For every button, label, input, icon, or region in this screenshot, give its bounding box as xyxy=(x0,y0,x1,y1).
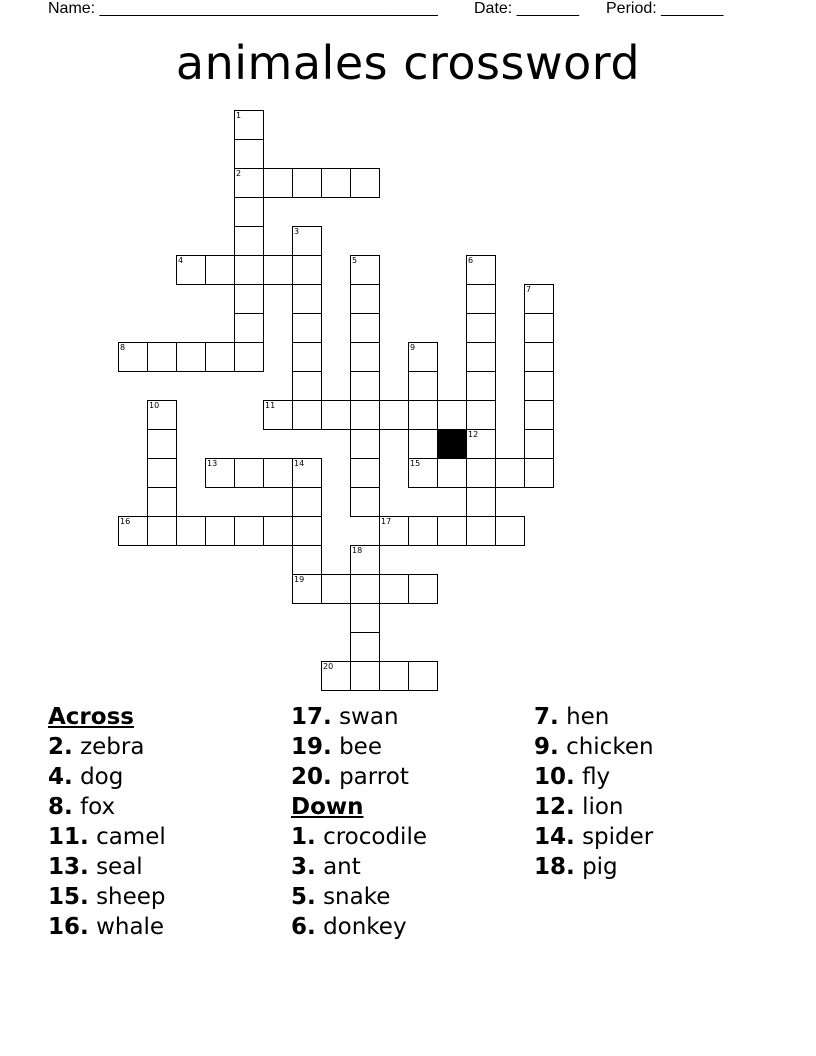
grid-cell[interactable] xyxy=(408,400,438,430)
grid-cell[interactable] xyxy=(350,284,380,314)
grid-cell[interactable] xyxy=(321,400,351,430)
grid-cell[interactable] xyxy=(350,487,380,517)
grid-cell[interactable] xyxy=(466,371,496,401)
clue-item xyxy=(291,732,531,762)
clue-number: 4 xyxy=(178,256,184,265)
clue-item xyxy=(48,822,288,852)
grid-cell[interactable] xyxy=(234,255,264,285)
grid-cell[interactable] xyxy=(292,226,322,256)
clue-number: 5 xyxy=(352,256,358,265)
clue-item-text: whale xyxy=(96,914,165,940)
clue-item-number: 15. xyxy=(48,884,89,910)
grid-cell[interactable] xyxy=(292,284,322,314)
grid-cell[interactable] xyxy=(408,458,438,488)
clue-number: 6 xyxy=(468,256,474,265)
grid-cell[interactable] xyxy=(263,255,293,285)
clue-number: 1 xyxy=(236,111,242,120)
period-field-label: Period: _______ xyxy=(606,0,724,17)
name-field-label: Name: ______________________________________ xyxy=(48,0,438,17)
grid-cell[interactable] xyxy=(292,458,322,488)
clue-item-text: parrot xyxy=(339,764,409,790)
clue-item-number: 19. xyxy=(291,734,332,760)
clue-item-number: 8. xyxy=(48,794,73,820)
grid-cell[interactable] xyxy=(350,371,380,401)
grid-cell[interactable] xyxy=(466,284,496,314)
clue-item xyxy=(291,702,531,732)
clue-item-text: zebra xyxy=(80,734,145,760)
grid-cell[interactable] xyxy=(466,313,496,343)
grid-cell[interactable] xyxy=(379,516,409,546)
grid-cell[interactable] xyxy=(524,458,554,488)
grid-cell[interactable] xyxy=(205,458,235,488)
grid-cell[interactable] xyxy=(350,313,380,343)
clue-item-number: 9. xyxy=(534,734,559,760)
clue-item-text: fox xyxy=(80,794,116,820)
grid-cell[interactable] xyxy=(234,226,264,256)
clue-item-text: ant xyxy=(323,854,361,880)
clue-item-number: 2. xyxy=(48,734,73,760)
clue-number: 16 xyxy=(120,517,131,526)
clue-item-number: 10. xyxy=(534,764,575,790)
grid-cell[interactable] xyxy=(466,458,496,488)
clue-number: 11 xyxy=(265,401,276,410)
clue-item-number: 3. xyxy=(291,854,316,880)
clue-item xyxy=(48,852,288,882)
clue-item-number: 12. xyxy=(534,794,575,820)
grid-cell[interactable] xyxy=(292,516,322,546)
grid-cell[interactable] xyxy=(495,516,525,546)
grid-cell[interactable] xyxy=(350,342,380,372)
clue-item xyxy=(534,702,774,732)
grid-cell[interactable] xyxy=(263,458,293,488)
grid-cell[interactable] xyxy=(350,168,380,198)
clue-number: 3 xyxy=(294,227,300,236)
grid-cell[interactable] xyxy=(234,197,264,227)
grid-cell[interactable] xyxy=(176,255,206,285)
clue-item-text: sheep xyxy=(96,884,166,910)
clue-number: 13 xyxy=(207,459,218,468)
clue-item xyxy=(48,792,288,822)
grid-cell[interactable] xyxy=(408,371,438,401)
clue-number: 19 xyxy=(294,575,305,584)
grid-cell[interactable] xyxy=(118,516,148,546)
clue-column-2 xyxy=(291,702,531,942)
clue-item-text: dog xyxy=(80,764,124,790)
grid-cell[interactable] xyxy=(350,400,380,430)
clue-item-text: seal xyxy=(96,854,143,880)
grid-cell[interactable] xyxy=(292,371,322,401)
grid-cell[interactable] xyxy=(176,516,206,546)
grid-cell[interactable] xyxy=(234,516,264,546)
clue-item xyxy=(534,822,774,852)
clue-item-text: spider xyxy=(582,824,654,850)
clue-number: 12 xyxy=(468,430,479,439)
grid-cell[interactable] xyxy=(205,516,235,546)
grid-cell[interactable] xyxy=(321,168,351,198)
grid-cell[interactable] xyxy=(466,255,496,285)
grid-cell[interactable] xyxy=(147,516,177,546)
grid-cell[interactable] xyxy=(466,400,496,430)
clue-number: 8 xyxy=(120,343,126,352)
clue-item-text: fly xyxy=(582,764,611,790)
grid-cell[interactable] xyxy=(408,516,438,546)
grid-cell[interactable] xyxy=(350,574,380,604)
clue-item-text: chicken xyxy=(566,734,654,760)
grid-cell[interactable] xyxy=(524,371,554,401)
grid-cell[interactable] xyxy=(292,545,322,575)
grid-cell[interactable] xyxy=(408,661,438,691)
grid-cell[interactable] xyxy=(147,342,177,372)
clue-number: 18 xyxy=(352,546,363,555)
clue-item xyxy=(291,882,531,912)
grid-cell[interactable] xyxy=(292,168,322,198)
clue-column-1 xyxy=(48,702,288,942)
grid-cell[interactable] xyxy=(350,458,380,488)
clue-item xyxy=(534,852,774,882)
clue-item xyxy=(534,762,774,792)
clue-number: 17 xyxy=(381,517,392,526)
clue-item xyxy=(291,762,531,792)
clue-item-number: 7. xyxy=(534,704,559,730)
grid-cell[interactable] xyxy=(437,400,467,430)
clue-heading: Across xyxy=(48,704,134,730)
clue-item xyxy=(291,912,531,942)
clue-item-text: hen xyxy=(566,704,610,730)
clue-item-text: lion xyxy=(582,794,624,820)
grid-cell[interactable] xyxy=(524,342,554,372)
grid-cell[interactable] xyxy=(466,342,496,372)
grid-cell[interactable] xyxy=(466,487,496,517)
clue-item-text: bee xyxy=(339,734,382,760)
page-title: animales crossword xyxy=(175,36,641,90)
clue-item-text: camel xyxy=(96,824,166,850)
clue-item xyxy=(534,732,774,762)
grid-cell[interactable] xyxy=(524,400,554,430)
grid-cell[interactable] xyxy=(118,342,148,372)
clue-item-text: swan xyxy=(339,704,399,730)
clue-item-number: 20. xyxy=(291,764,332,790)
grid-cell[interactable] xyxy=(263,516,293,546)
grid-cell[interactable] xyxy=(524,313,554,343)
grid-cell[interactable] xyxy=(437,458,467,488)
grid-cell[interactable] xyxy=(292,400,322,430)
clue-item-number: 4. xyxy=(48,764,73,790)
clue-number: 14 xyxy=(294,459,305,468)
clue-item xyxy=(48,912,288,942)
grid-cell[interactable] xyxy=(437,516,467,546)
clue-item xyxy=(534,792,774,822)
clue-item-number: 6. xyxy=(291,914,316,940)
grid-cell[interactable] xyxy=(408,342,438,372)
clue-item-number: 14. xyxy=(534,824,575,850)
clue-item-text: pig xyxy=(582,854,618,880)
clue-number: 2 xyxy=(236,169,242,178)
grid-cell[interactable] xyxy=(234,139,264,169)
grid-cell[interactable] xyxy=(466,429,496,459)
grid-cell[interactable] xyxy=(466,516,496,546)
grid-cell[interactable] xyxy=(524,429,554,459)
grid-cell[interactable] xyxy=(147,400,177,430)
date-field-label: Date: _______ xyxy=(474,0,579,17)
black-cell xyxy=(437,429,467,459)
grid-cell[interactable] xyxy=(147,487,177,517)
clue-item-text: snake xyxy=(323,884,391,910)
grid-cell[interactable] xyxy=(350,255,380,285)
grid-cell[interactable] xyxy=(234,168,264,198)
clue-item-number: 18. xyxy=(534,854,575,880)
clue-item-text: crocodile xyxy=(323,824,427,850)
grid-cell[interactable] xyxy=(350,661,380,691)
clue-item-number: 16. xyxy=(48,914,89,940)
clue-number: 9 xyxy=(410,343,416,352)
clue-item xyxy=(48,882,288,912)
clue-item-number: 11. xyxy=(48,824,89,850)
clue-item-number: 17. xyxy=(291,704,332,730)
grid-cell[interactable] xyxy=(292,342,322,372)
grid-cell[interactable] xyxy=(263,400,293,430)
grid-cell[interactable] xyxy=(205,342,235,372)
grid-cell[interactable] xyxy=(350,632,380,662)
clue-item xyxy=(291,822,531,852)
clue-item-text: donkey xyxy=(323,914,407,940)
clue-column-3 xyxy=(534,702,774,882)
grid-cell[interactable] xyxy=(234,313,264,343)
grid-cell[interactable] xyxy=(234,342,264,372)
grid-cell[interactable] xyxy=(350,545,380,575)
clue-number: 10 xyxy=(149,401,160,410)
clue-item xyxy=(48,732,288,762)
grid-cell[interactable] xyxy=(408,574,438,604)
grid-cell[interactable] xyxy=(321,661,351,691)
clue-item-number: 1. xyxy=(291,824,316,850)
clue-heading: Down xyxy=(291,794,364,820)
grid-cell[interactable] xyxy=(205,255,235,285)
clue-item xyxy=(291,852,531,882)
grid-cell[interactable] xyxy=(408,429,438,459)
grid-cell[interactable] xyxy=(147,458,177,488)
grid-cell[interactable] xyxy=(379,574,409,604)
clue-number: 20 xyxy=(323,662,334,671)
grid-cell[interactable] xyxy=(234,284,264,314)
grid-cell[interactable] xyxy=(263,168,293,198)
grid-cell[interactable] xyxy=(234,458,264,488)
grid-cell[interactable] xyxy=(379,661,409,691)
clue-number: 15 xyxy=(410,459,421,468)
clue-number: 7 xyxy=(526,285,532,294)
clue-item-number: 5. xyxy=(291,884,316,910)
grid-cell[interactable] xyxy=(292,574,322,604)
clue-item-number: 13. xyxy=(48,854,89,880)
grid-cell[interactable] xyxy=(292,255,322,285)
clue-item xyxy=(48,762,288,792)
grid-cell[interactable] xyxy=(495,458,525,488)
grid-cell[interactable] xyxy=(147,429,177,459)
grid-cell[interactable] xyxy=(524,284,554,314)
grid-cell[interactable] xyxy=(176,342,206,372)
grid-cell[interactable] xyxy=(350,603,380,633)
grid-cell[interactable] xyxy=(379,400,409,430)
grid-cell[interactable] xyxy=(292,313,322,343)
grid-cell[interactable] xyxy=(350,429,380,459)
grid-cell[interactable] xyxy=(234,110,264,140)
grid-cell[interactable] xyxy=(321,574,351,604)
grid-cell[interactable] xyxy=(292,487,322,517)
